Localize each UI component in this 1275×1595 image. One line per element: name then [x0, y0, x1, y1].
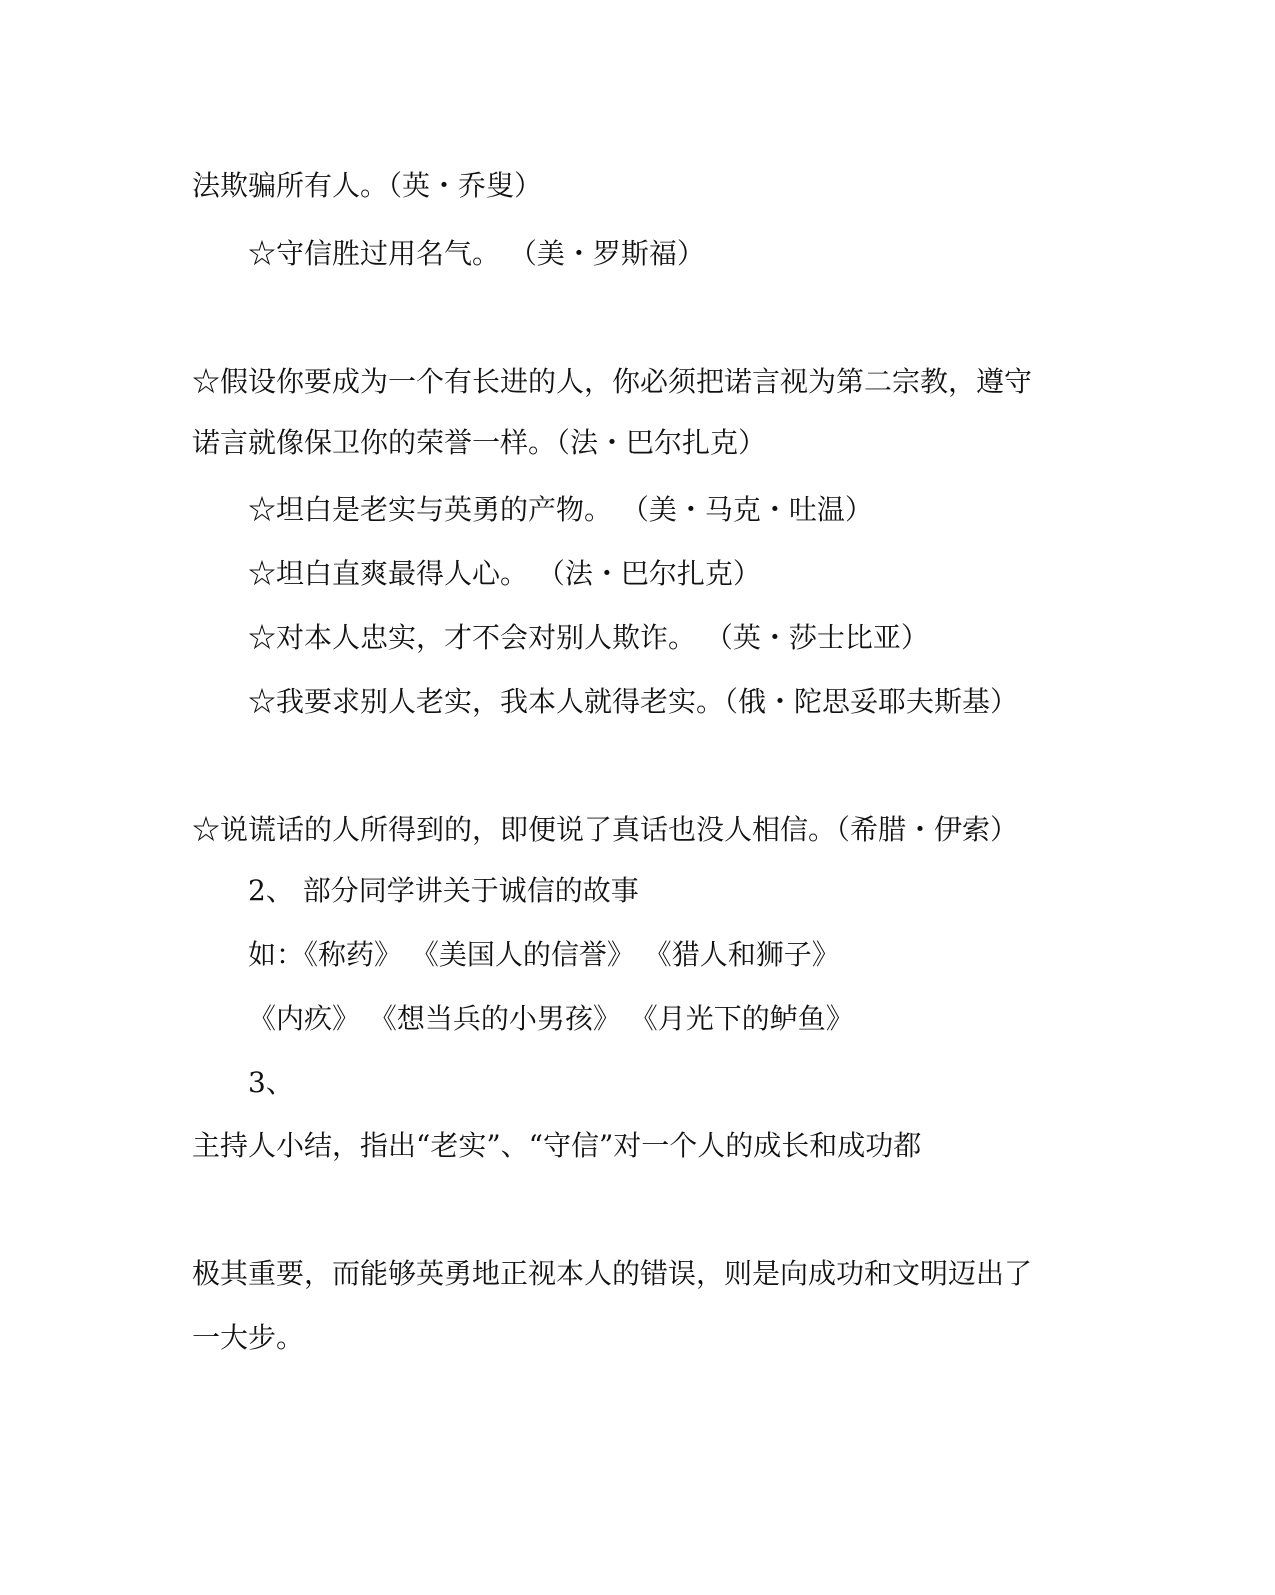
quote-line: ☆对本人忠实，才不会对别人欺诈。 （英・莎士比亚）	[248, 621, 929, 654]
quote-line: ☆坦白是老实与英勇的产物。 （美・马克・吐温）	[248, 493, 873, 526]
summary-line: 主持人小结，指出“老实”、“守信”对一个人的成长和成功都	[192, 1129, 922, 1162]
quote-line: ☆我要求别人老实，我本人就得老实。（俄・陀思妥耶夫斯基）	[248, 685, 1019, 718]
story-list-line: 《内疚》 《想当兵的小男孩》 《月光下的鲈鱼》	[248, 1002, 854, 1035]
text-line: 诺言就像保卫你的荣誉一样。（法・巴尔扎克）	[192, 426, 767, 459]
summary-line: 一大步。	[192, 1321, 305, 1354]
quote-line: ☆假设你要成为一个有长进的人，你必须把诺言视为第二宗教，遵守	[192, 365, 1033, 398]
section-heading: 2、 部分同学讲关于诚信的故事	[248, 874, 639, 907]
section-heading: 3、	[248, 1066, 294, 1099]
quote-line: ☆说谎话的人所得到的，即便说了真话也没人相信。（希腊・伊索）	[192, 813, 1019, 846]
summary-line: 极其重要，而能够英勇地正视本人的错误，则是向成功和文明迈出了	[192, 1257, 1033, 1290]
text-line: 法欺骗所有人。（英・乔叟）	[192, 169, 543, 202]
quote-line: ☆守信胜过用名气。 （美・罗斯福）	[248, 237, 705, 270]
quote-line: ☆坦白直爽最得人心。 （法・巴尔扎克）	[248, 557, 761, 590]
story-list-line: 如：《称药》 《美国人的信誉》 《猎人和狮子》	[248, 938, 840, 971]
